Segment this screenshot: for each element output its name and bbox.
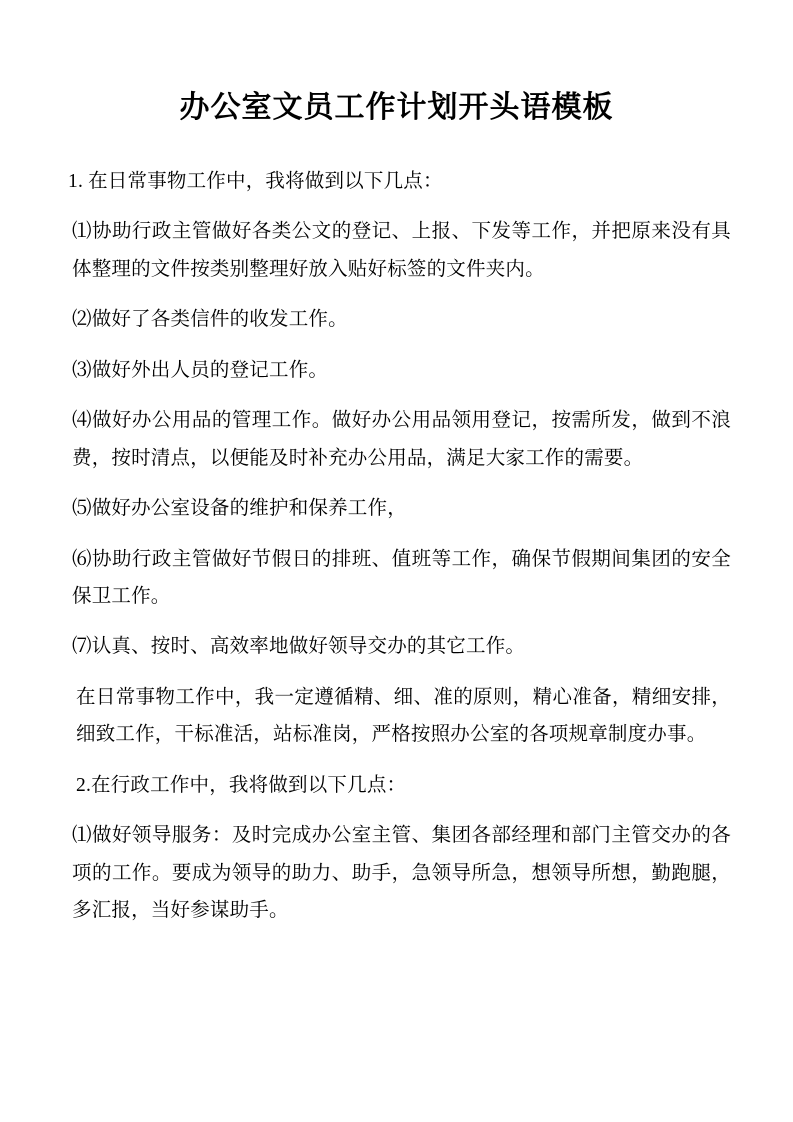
paragraph: 1. 在日常事物工作中，我将做到以下几点：	[68, 171, 443, 192]
paragraph: ⑴做好领导服务：及时完成办公室主管、集团各部经理和部门主管交办的各项的工作。要成为领导的助力、助手，急领导所急，想领导所想，勤跑腿，多汇报，当好参谋助手。	[72, 825, 731, 921]
paragraph: ⑴协助行政主管做好各类公文的登记、上报、下发等工作，并把原来没有具体整理的文件按类别整理好放入贴好标签的文件夹内。	[72, 221, 731, 280]
paragraph: ⑹协助行政主管做好节假日的排班、值班等工作，确保节假期间集团的安全保卫工作。	[72, 548, 731, 607]
paragraph: ⑵做好了各类信件的收发工作。	[72, 309, 348, 331]
paragraph: 2.在行政工作中，我将做到以下几点：	[76, 774, 407, 796]
page-title: 办公室文员工作计划开头语模板	[179, 91, 614, 124]
paragraph: ⑸做好办公室设备的维护和保养工作，	[72, 498, 407, 520]
paragraph: ⑶做好外出人员的登记工作。	[72, 359, 329, 381]
paragraph: ⑺认真、按时、高效率地做好领导交办的其它工作。	[72, 636, 526, 658]
paragraph: 在日常事物工作中，我一定遵循精、细、准的原则，精心准备，精细安排，细致工作，干标准活，站标准岗，严格按照办公室的各项规章制度办事。	[76, 686, 731, 746]
document-body	[62, 163, 731, 929]
paragraph: ⑷做好办公用品的管理工作。做好办公用品领用登记，按需所发，做到不浪费，按时清点，以便能及时补充办公用品，满足大家工作的需要。	[72, 410, 731, 469]
